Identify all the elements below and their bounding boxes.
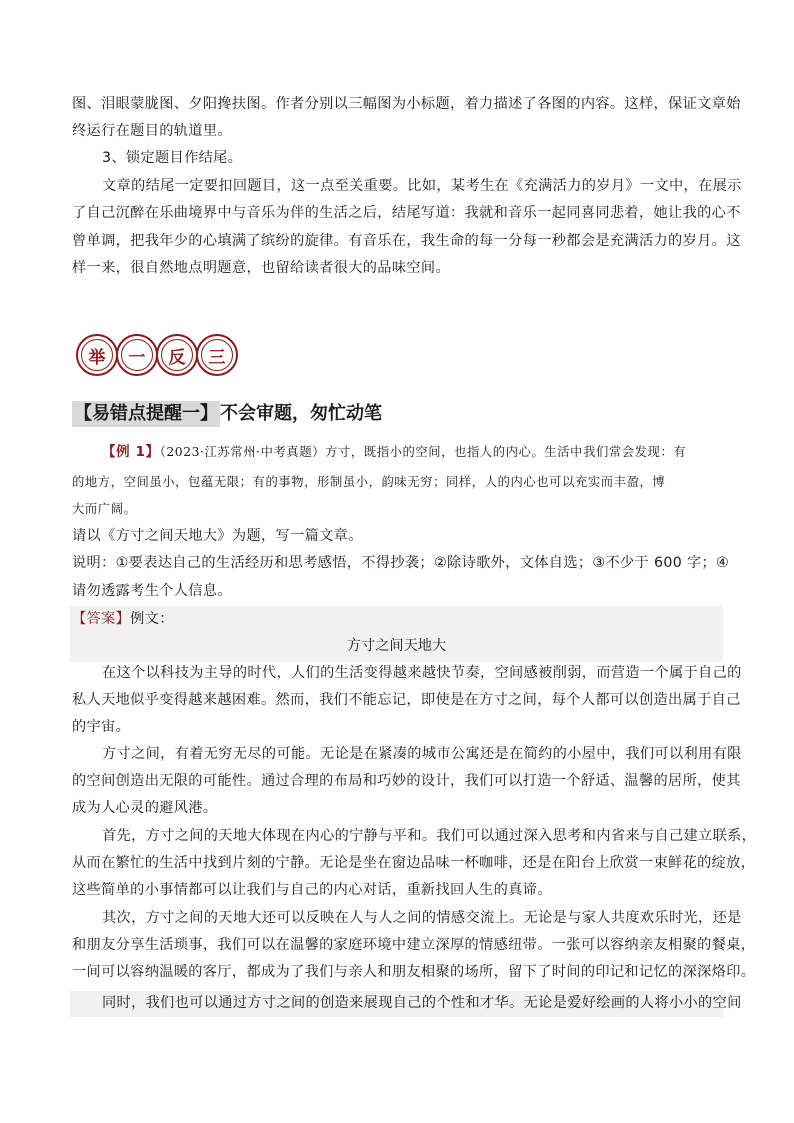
example-label: 【例 1】 <box>102 444 160 460</box>
badge-char: 一 <box>128 347 146 368</box>
essay-line: 方寸之间，有着无穷无尽的可能。无论是在紧凑的城市公寓还是在简约的小屋中，我们可以利用有限 <box>102 746 742 762</box>
section-heading <box>72 401 382 427</box>
example-prompt: 请以《方寸之间天地大》为题，写一篇文章。 <box>72 528 363 544</box>
intro-line: 样一来，很自然地点明题意，也留给读者很大的品味空间。 <box>72 260 450 276</box>
essay-line: 一间可以容纳温暖的客厅，都成为了我们与亲人和朋友相聚的场所，留下了时间的印记和记忆的深深烙印。 <box>72 964 756 980</box>
essay-line: 从而在繁忙的生活中找到片刻的宁静。无论是坐在窗边品味一杯咖啡，还是在阳台上欣赏一束鲜花的绽放， <box>72 855 756 871</box>
answer-header <box>72 609 174 629</box>
essay-line: 成为人心灵的避风港。 <box>72 800 218 816</box>
badge-char: 举 <box>88 347 106 368</box>
section-tag: 【易错点提醒一】 <box>72 401 220 427</box>
essay-line: 的空间创造出无限的可能性。通过合理的布局和巧妙的设计，我们可以打造一个舒适、温馨的居所，使其 <box>72 773 741 789</box>
essay-title: 方寸之间天地大 <box>346 638 447 654</box>
badge-circle <box>196 334 238 376</box>
intro-line: 文章的结尾一定要扣回题目，这一点至关重要。比如，某考生在《充满活力的岁月》一文中，在展示 <box>102 178 742 194</box>
essay-line: 在这个以科技为主导的时代，人们的生活变得越来越快节奏，空间感被削弱，而营造一个属于自己的 <box>102 665 742 681</box>
example-source: （2023·江苏常州·中考真题）方寸，既指小的空间，也指人的内心。生活中我们常会发现：有 <box>159 445 687 459</box>
essay-line: 首先，方寸之间的天地大体现在内心的宁静与平和。我们可以通过深入思考和内省来与自己建立联系， <box>102 828 757 844</box>
example-line: 的地方，空间虽小，包蕴无限；有的事物，形制虽小，韵味无穷；同样，人的内心也可以充实而丰盈，博 <box>72 475 666 489</box>
essay-line: 这些简单的小事情都可以让我们与自己的内心对话，重新找回人生的真谛。 <box>72 882 552 898</box>
answer-intro: 例文： <box>130 611 174 627</box>
intro-line: 曾单调，把我年少的心填满了缤纷的旋律。有音乐在，我生命的每一分每一秒都会是充满活力的岁月。这 <box>72 233 741 249</box>
section-title: 不会审题，匆忙动笔 <box>220 403 382 424</box>
badge-circle <box>76 334 118 376</box>
intro-line: 终运行在题目的轨道里。 <box>72 123 232 139</box>
intro-line: 了自己沉醉在乐曲境界中与音乐为伴的生活之后，结尾写道：我就和音乐一起同喜同悲着，她让我的心不 <box>72 205 741 221</box>
essay-line: 同时，我们也可以通过方寸之间的创造来展现自己的个性和才华。无论是爱好绘画的人将小小的空间 <box>102 995 742 1011</box>
essay-line: 的宇宙。 <box>72 719 131 735</box>
badge-char: 反 <box>168 347 186 368</box>
essay-line: 和朋友分享生活琐事，我们可以在温馨的家庭环境中建立深厚的情感纽带。一张可以容纳亲友相聚的餐桌， <box>72 937 756 953</box>
badge-ju-yi-fan-san <box>76 334 236 380</box>
badge-circle <box>156 334 198 376</box>
answer-label: 【答案】 <box>72 611 131 627</box>
example-line <box>102 442 686 462</box>
example-note: 说明：①要表达自己的生活经历和思考感悟，不得抄袭；②除诗歌外，文体自选；③不少于 600 字；④ <box>72 555 730 571</box>
essay-line: 私人天地似乎变得越来越困难。然而，我们不能忘记，即使是在方寸之间，每个人都可以创造出属于自己 <box>72 692 741 708</box>
badge-char: 三 <box>208 347 226 368</box>
intro-line: 图、泪眼蒙胧图、夕阳搀扶图。作者分别以三幅图为小标题，着力描述了各图的内容。这样，保证文章始 <box>72 96 741 112</box>
example-note: 请勿透露考生个人信息。 <box>72 583 232 599</box>
intro-subheading: 3、锁定题目作结尾。 <box>102 150 243 166</box>
example-line: 大而广阔。 <box>72 502 137 516</box>
essay-line: 其次，方寸之间的天地大还可以反映在人与人之间的情感交流上。无论是与家人共度欢乐时光，还是 <box>102 910 742 926</box>
badge-circle <box>116 334 158 376</box>
